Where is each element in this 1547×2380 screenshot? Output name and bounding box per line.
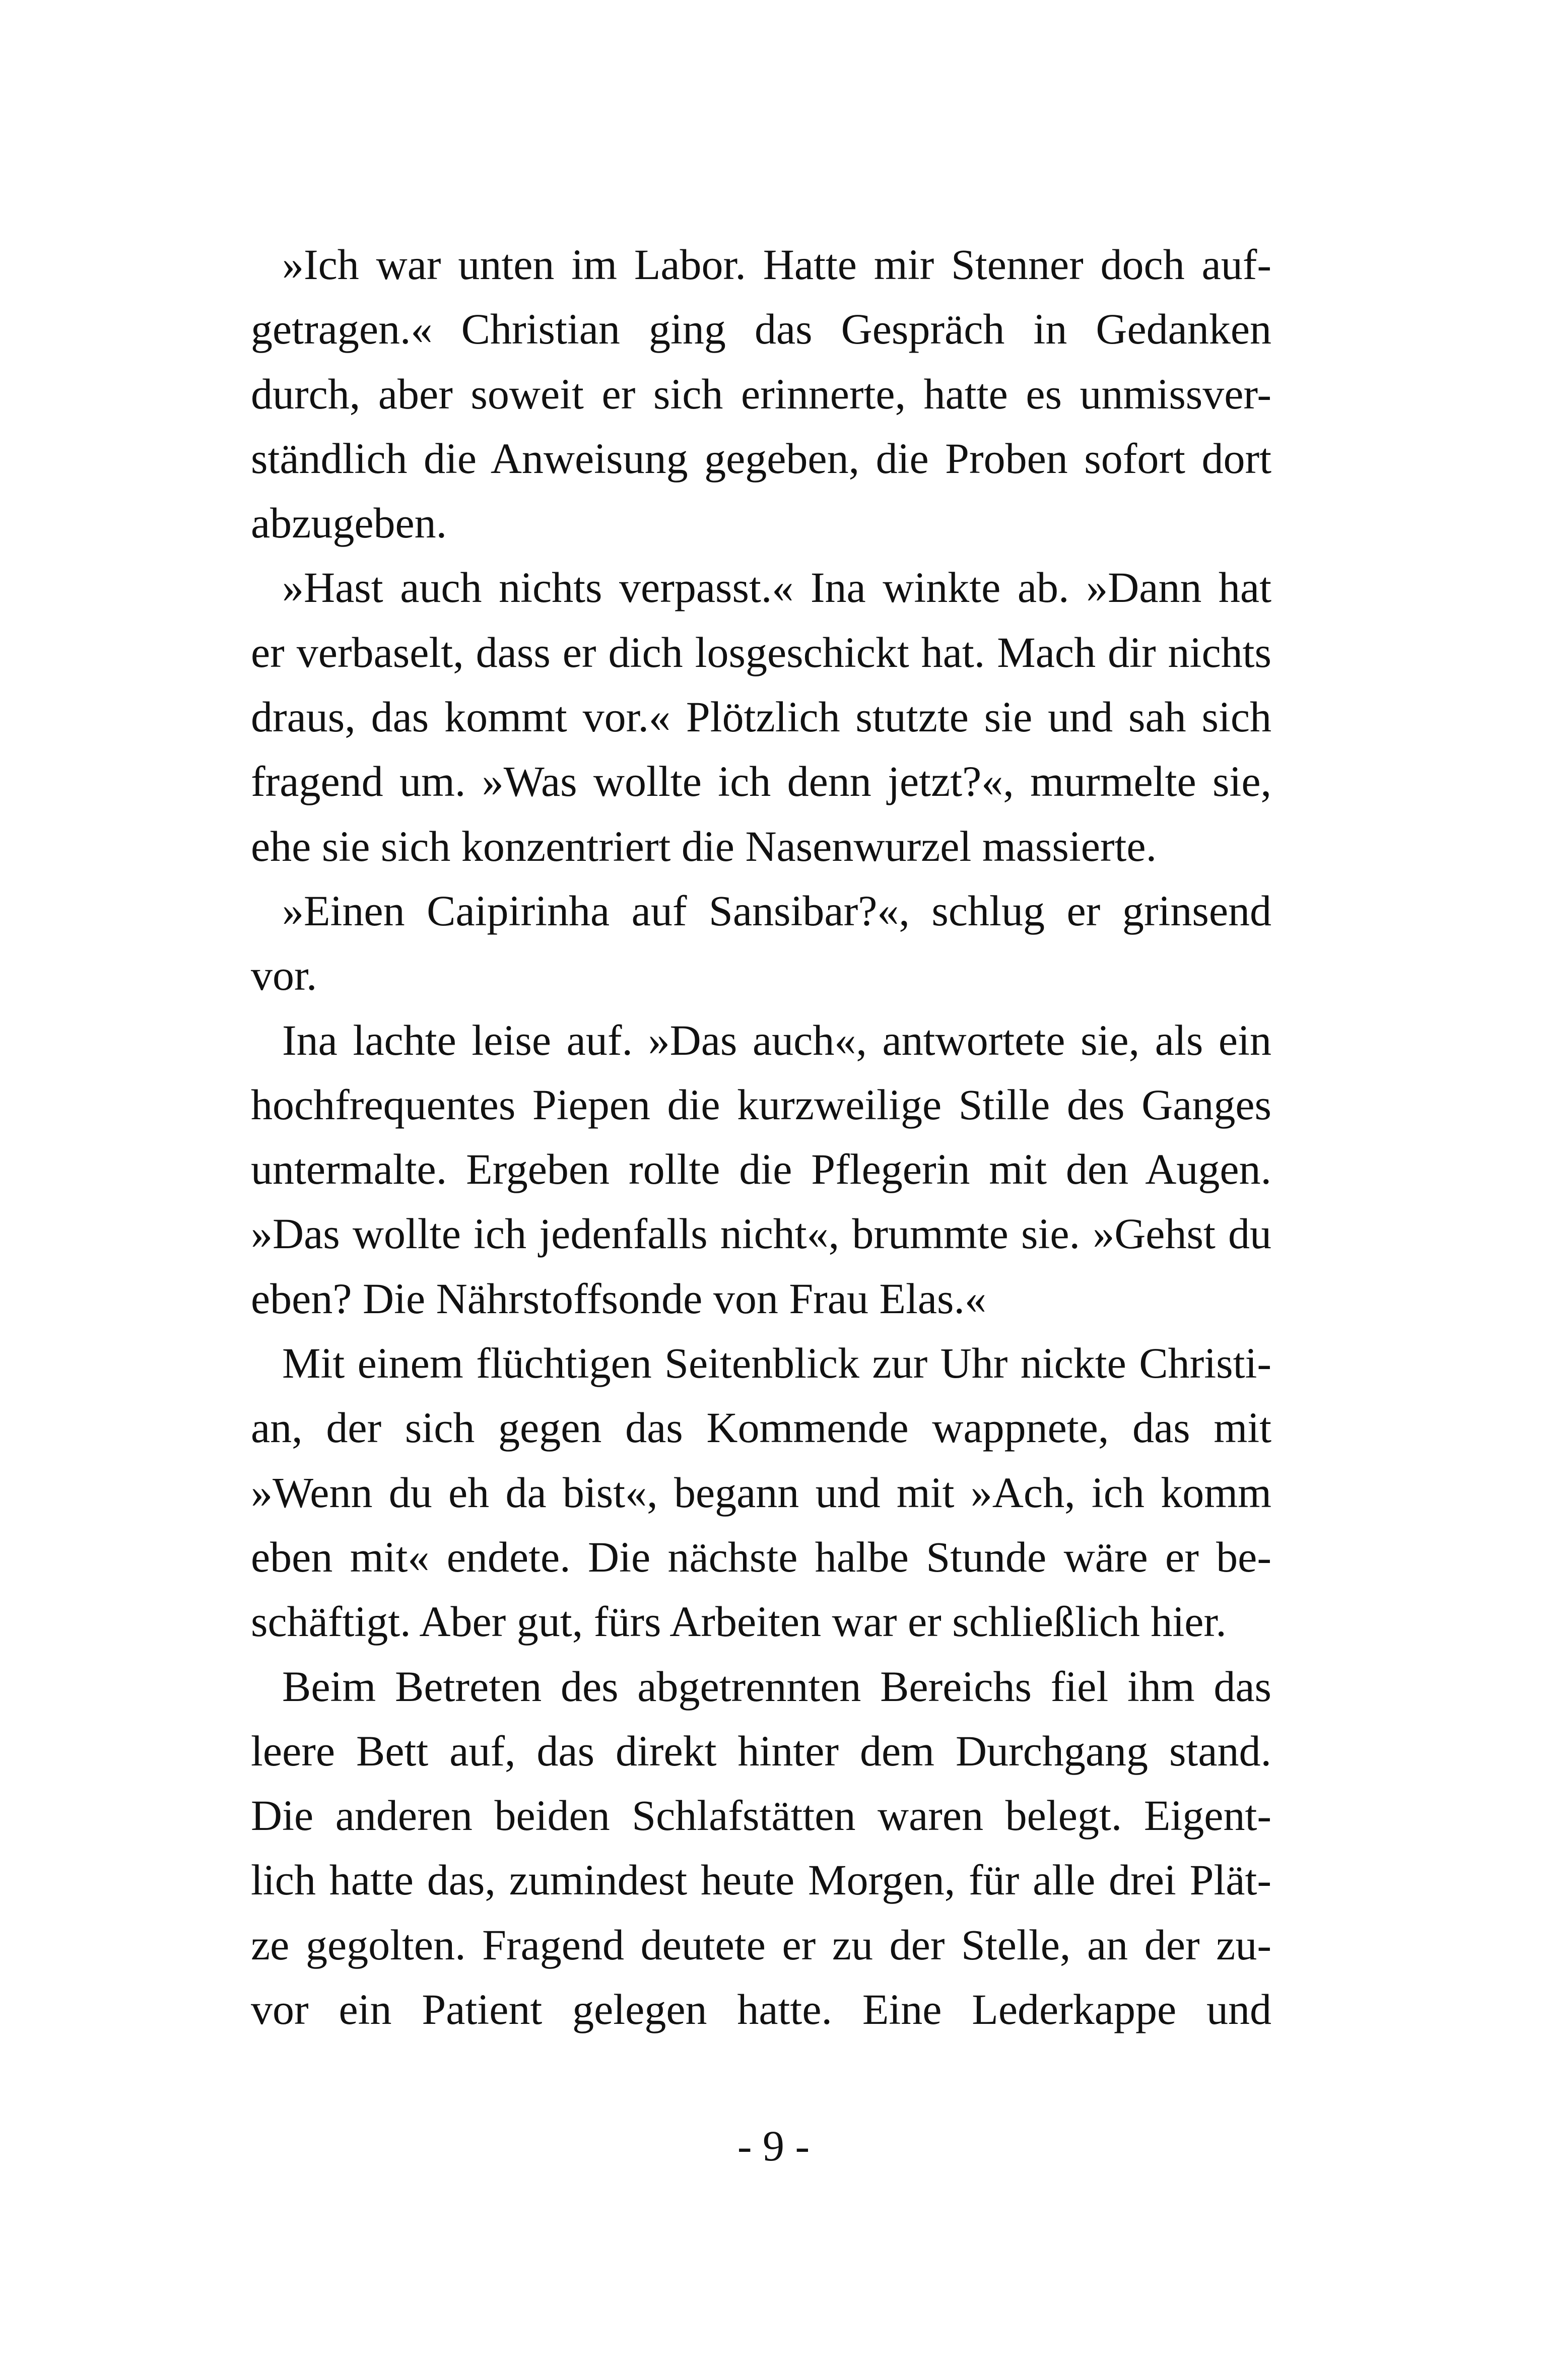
text-line: ehe sie sich konzentriert die Nasenwurzel massierte. xyxy=(251,822,1157,870)
text-line: leere Bett auf, das direkt hinter dem Durchgang stand. xyxy=(251,1726,1271,1775)
text-line: »Wenn du eh da bist«, begann und mit »Ach, ich komm xyxy=(251,1468,1271,1517)
text-line: »Hast auch nichts verpasst.« Ina winkte ab. »Dann hat xyxy=(282,563,1271,612)
text-line: vor ein Patient gelegen hatte. Eine Lederkappe und xyxy=(251,1985,1271,2034)
body-text xyxy=(251,232,1271,2042)
text-line: durch, aber soweit er sich erinnerte, hatte es unmissver- xyxy=(251,369,1271,418)
paragraph xyxy=(251,878,1271,1008)
text-line: draus, das kommt vor.« Plötzlich stutzte sie und sah sich xyxy=(251,693,1271,741)
text-line: eben? Die Nährstoffsonde von Frau Elas.« xyxy=(251,1274,987,1323)
text-line: untermalte. Ergeben rollte die Pflegerin mit den Augen. xyxy=(251,1145,1271,1194)
paragraph xyxy=(251,232,1271,555)
text-line: Beim Betreten des abgetrennten Bereichs fiel ihm das xyxy=(282,1662,1271,1711)
text-line: »Das wollte ich jedenfalls nicht«, brummte sie. »Gehst du xyxy=(251,1209,1271,1258)
text-line: Mit einem flüchtigen Seitenblick zur Uhr nickte Christi- xyxy=(282,1339,1271,1388)
text-line: getragen.« Christian ging das Gespräch in Gedanken xyxy=(251,305,1271,354)
paragraph xyxy=(251,1331,1271,1654)
text-line: fragend um. »Was wollte ich denn jetzt?«, murmelte sie, xyxy=(251,757,1271,806)
paragraph xyxy=(251,1654,1271,2042)
text-line: eben mit« endete. Die nächste halbe Stunde wäre er be- xyxy=(251,1532,1271,1581)
text-line: vor. xyxy=(251,951,317,1000)
text-line: an, der sich gegen das Kommende wappnete, das mit xyxy=(251,1403,1271,1452)
text-line: ständlich die Anweisung gegeben, die Proben sofort dort xyxy=(251,434,1271,483)
text-line: er verbaselt, dass er dich losgeschickt hat. Mach dir nichts xyxy=(251,628,1271,676)
text-line: hochfrequentes Piepen die kurzweilige Stille des Ganges xyxy=(251,1080,1271,1129)
page-number: - 9 - xyxy=(737,2122,810,2170)
text-line: abzugeben. xyxy=(251,499,447,548)
text-line: schäftigt. Aber gut, fürs Arbeiten war er schließlich hier. xyxy=(251,1597,1227,1646)
text-line: ze gegolten. Fragend deutete er zu der Stelle, an der zu- xyxy=(251,1920,1271,1969)
text-line: Ina lachte leise auf. »Das auch«, antwortete sie, als ein xyxy=(282,1015,1271,1064)
text-line: Die anderen beiden Schlafstätten waren belegt. Eigent- xyxy=(251,1791,1271,1840)
paragraph xyxy=(251,1008,1271,1331)
text-line: »Ich war unten im Labor. Hatte mir Stenner doch auf- xyxy=(282,240,1271,289)
text-line: »Einen Caipirinha auf Sansibar?«, schlug er grinsend xyxy=(282,886,1271,935)
text-line: lich hatte das, zumindest heute Morgen, für alle drei Plät- xyxy=(251,1856,1271,1905)
paragraph xyxy=(251,555,1271,878)
